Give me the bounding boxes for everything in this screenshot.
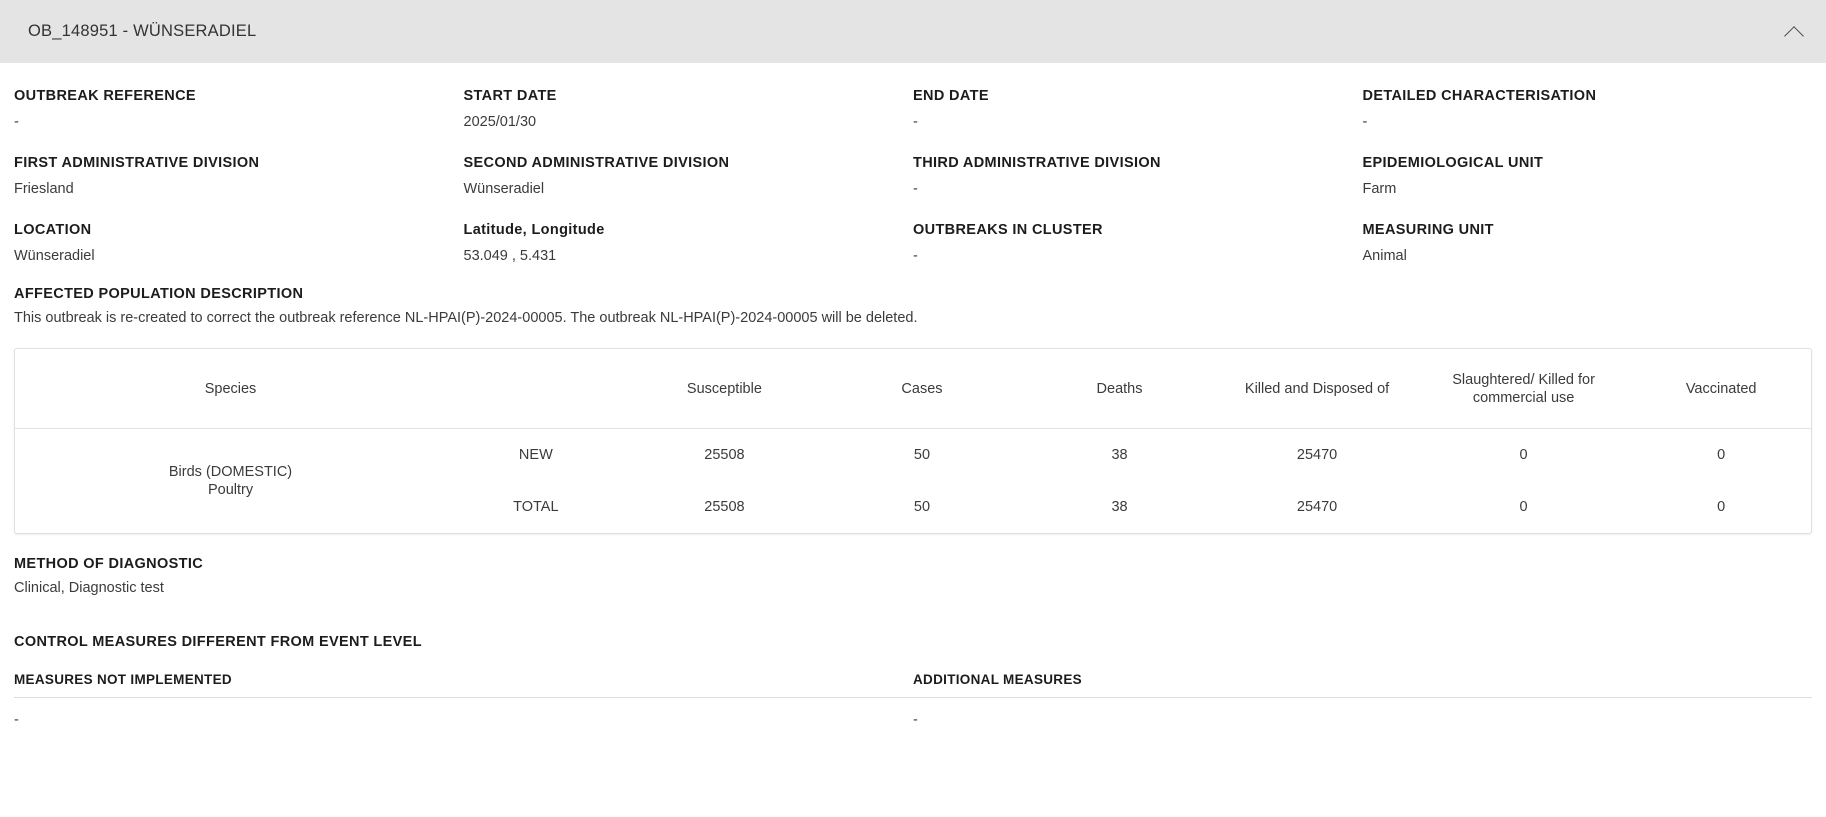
measures-not-implemented-value: - (14, 712, 19, 728)
column-header-killed-disposed: Killed and Disposed of (1218, 349, 1416, 429)
field-epidemiological-unit (1363, 154, 1813, 221)
table-row (15, 429, 1811, 482)
field-end-date (913, 87, 1363, 154)
field-label: MEASURING UNIT (1362, 222, 1494, 238)
species-name-line2: Poultry (207, 482, 254, 498)
column-header-cases: Cases (823, 349, 1021, 429)
row-cases: 50 (913, 499, 931, 515)
column-header-species: Species (15, 349, 446, 429)
field-value: Animal (1362, 248, 1407, 264)
field-label: SECOND ADMINISTRATIVE DIVISION (463, 155, 730, 171)
field-value: - (913, 248, 918, 264)
page-title: OB_148951 - WÜNSERADIEL (28, 22, 257, 40)
field-label: EPIDEMIOLOGICAL UNIT (1362, 155, 1544, 171)
field-label: DETAILED CHARACTERISATION (1362, 88, 1597, 104)
divider (14, 697, 1812, 698)
field-value: Friesland (14, 181, 74, 197)
column-header-kind (446, 349, 626, 429)
species-table (15, 349, 1811, 533)
control-measures-heading: CONTROL MEASURES DIFFERENT FROM EVENT LEVEL (14, 634, 422, 650)
row-kind: NEW (518, 447, 553, 463)
column-header-vaccinated: Vaccinated (1631, 349, 1811, 429)
row-cases: 50 (913, 447, 931, 463)
field-value: 53.049 , 5.431 (463, 248, 557, 264)
species-table-head (15, 349, 1811, 429)
field-latitude-longitude (464, 221, 914, 288)
method-of-diagnostic-label: METHOD OF DIAGNOSTIC (14, 556, 204, 572)
affected-population-label: AFFECTED POPULATION DESCRIPTION (14, 286, 304, 302)
field-label: END DATE (913, 88, 989, 104)
column-header-slaughtered: Slaughtered/ Killed for commercial use (1416, 349, 1632, 429)
species-name-cell (15, 429, 446, 534)
field-label: FIRST ADMINISTRATIVE DIVISION (14, 155, 260, 171)
row-vaccinated: 0 (1717, 447, 1726, 463)
field-value: - (913, 181, 918, 197)
field-detailed-characterisation (1363, 87, 1813, 154)
row-deaths: 38 (1111, 447, 1128, 463)
species-table-body (15, 429, 1811, 534)
control-measures-values (14, 712, 1812, 728)
field-start-date (464, 87, 914, 154)
affected-population-description (14, 286, 1812, 344)
row-kind: TOTAL (513, 499, 559, 515)
affected-population-value: This outbreak is re-created to correct the outbreak reference NL-HPAI(P)-2024-00005. The outbreak NL-HPAI(P)-2024-00005 will be deleted. (14, 310, 918, 326)
outbreak-field-grid (14, 87, 1812, 288)
column-header-deaths: Deaths (1021, 349, 1219, 429)
field-label: LOCATION (14, 222, 92, 238)
field-location (14, 221, 464, 288)
field-measuring-unit (1363, 221, 1813, 288)
chevron-up-icon[interactable] (1784, 21, 1806, 43)
field-outbreak-reference (14, 87, 464, 154)
field-first-administrative-division (14, 154, 464, 221)
column-header-susceptible: Susceptible (626, 349, 824, 429)
field-value: 2025/01/30 (463, 114, 537, 130)
field-label: THIRD ADMINISTRATIVE DIVISION (913, 155, 1161, 171)
row-vaccinated: 0 (1717, 499, 1726, 515)
row-slaughtered: 0 (1519, 447, 1528, 463)
field-second-administrative-division (464, 154, 914, 221)
field-label: OUTBREAK REFERENCE (14, 88, 196, 104)
field-value: Farm (1362, 181, 1397, 197)
row-susceptible: 25508 (704, 447, 745, 463)
species-name-line1: Birds (DOMESTIC) (168, 464, 293, 480)
field-value: - (913, 114, 918, 130)
field-value: Wünseradiel (463, 181, 545, 197)
row-susceptible: 25508 (704, 499, 745, 515)
additional-measures-value: - (913, 712, 918, 728)
field-outbreaks-in-cluster (913, 221, 1363, 288)
species-table-card (14, 348, 1812, 534)
method-of-diagnostic-value: Clinical, Diagnostic test (14, 580, 164, 596)
field-label: Latitude, Longitude (463, 222, 605, 238)
table-header-row (15, 349, 1811, 429)
control-measures-subheaders (14, 672, 1812, 697)
row-deaths: 38 (1111, 499, 1128, 515)
row-killed-disposed: 25470 (1296, 447, 1338, 463)
field-third-administrative-division (913, 154, 1363, 221)
panel-header[interactable] (0, 0, 1826, 63)
panel-body (0, 63, 1826, 728)
field-label: OUTBREAKS IN CLUSTER (913, 222, 1103, 238)
method-of-diagnostic-section (14, 556, 1812, 596)
field-value: Wünseradiel (14, 248, 95, 264)
row-killed-disposed: 25470 (1296, 499, 1338, 515)
additional-measures-label: ADDITIONAL MEASURES (913, 672, 1082, 687)
field-value: - (1362, 114, 1368, 130)
field-value: - (14, 114, 19, 130)
field-label: START DATE (463, 88, 557, 104)
row-slaughtered: 0 (1519, 499, 1528, 515)
measures-not-implemented-label: MEASURES NOT IMPLEMENTED (14, 672, 232, 687)
